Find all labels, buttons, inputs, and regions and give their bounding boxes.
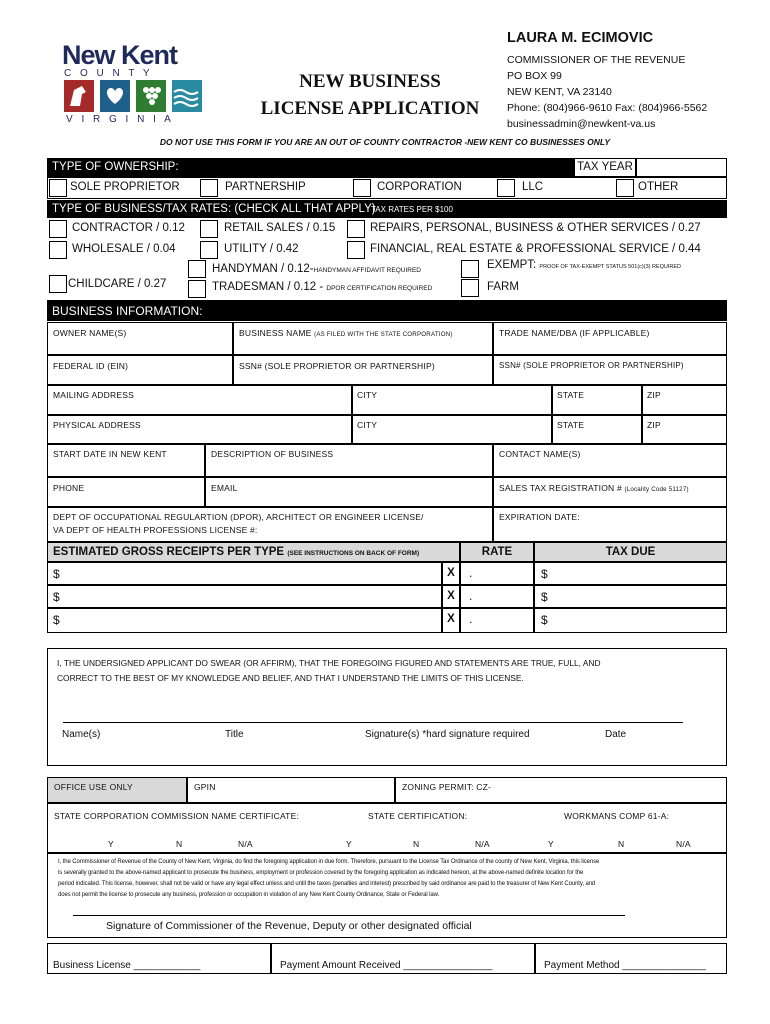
rates-header-bar (47, 200, 727, 218)
field-email[interactable] (205, 477, 493, 507)
business-header-bar (47, 300, 727, 321)
owner-names-label: OWNER NAME(S) (53, 328, 127, 338)
signature-line[interactable] (63, 722, 683, 723)
label-financial: FINANCIAL, REAL ESTATE & PROFESSIONAL SERVICE / 0.44 (370, 243, 701, 255)
dpor-label-line2: VA DEPT OF HEALTH PROFESSIONS LICENSE #: (53, 525, 258, 535)
field-federal-id[interactable] (47, 355, 233, 385)
label-tradesman-note: DPOR CERTIFICATION REQUIRED (326, 285, 433, 292)
official-block (507, 30, 747, 132)
rate-dot: . (469, 612, 473, 626)
checkbox-llc[interactable] (497, 179, 515, 197)
physical-city-label: CITY (357, 420, 378, 430)
tax-year-label: TAX YEAR (574, 158, 636, 177)
field-physical-address[interactable] (47, 415, 352, 444)
logo-emblem-icon (64, 80, 206, 112)
workmans-no[interactable]: N (618, 839, 625, 849)
field-dpor-license[interactable] (47, 507, 493, 542)
receipts-header-taxdue: TAX DUE (534, 542, 727, 562)
field-physical-state[interactable] (552, 415, 642, 444)
affirm-line2: CORRECT TO THE BEST OF MY KNOWLEDGE AND BELIEF, AND THAT I UNDERSTAND THE LIMITS OF THIS LICENSE. (57, 673, 524, 683)
physical-state-label: STATE (557, 420, 585, 430)
zoning-label: ZONING PERMIT: CZ- (402, 782, 492, 792)
times-3: X (442, 608, 460, 633)
affirmation-box (47, 648, 727, 766)
rate-1[interactable] (460, 562, 534, 585)
dollar-sign: $ (53, 590, 60, 604)
state-cert-yes[interactable]: Y (346, 839, 352, 849)
checkbox-exempt[interactable] (461, 260, 479, 278)
label-corporation: CORPORATION (377, 181, 462, 193)
scc-na[interactable]: N/A (238, 839, 253, 849)
office-use-text: OFFICE USE ONLY (54, 782, 133, 792)
rates-header: TYPE OF BUSINESS/TAX RATES: (CHECK ALL THAT APPLY) (52, 203, 376, 215)
footer-payment-text: Payment Amount Received ________________ (280, 960, 493, 971)
trade-name-label: TRADE NAME/DBA (IF APPLICABLE) (499, 328, 650, 338)
label-contractor: CONTRACTOR / 0.12 (72, 222, 185, 234)
affirm-line1: I, THE UNDERSIGNED APPLICANT DO SWEAR (OR AFFIRM), THAT THE FOREGOING FIGURED AND STATEMENTS ARE TRUE, FULL, AND (57, 658, 601, 668)
mailing-address-label: MAILING ADDRESS (53, 390, 134, 400)
business-name-label-text: BUSINESS NAME (239, 328, 312, 338)
label-exempt-text: EXEMPT: (487, 259, 537, 271)
official-email[interactable]: businessadmin@newkent-va.us (507, 118, 656, 130)
zoning-field[interactable] (395, 777, 727, 803)
affirm-title: Title (225, 729, 244, 740)
gross-receipts-1[interactable] (47, 562, 442, 585)
sales-tax-label-note: (Locality Code 51127) (624, 486, 689, 493)
times-1: X (442, 562, 460, 585)
mailing-state-label: STATE (557, 390, 585, 400)
contact-names-label: CONTACT NAME(S) (499, 449, 581, 459)
footer-method-text: Payment Method _______________ (544, 960, 706, 971)
official-phone-fax: Phone: (804)966-9610 Fax: (804)966-5562 (507, 102, 708, 114)
receipts-header-text: ESTIMATED GROSS RECEIPTS PER TYPE (53, 546, 285, 558)
tax-due-3[interactable] (534, 608, 727, 633)
ssn-1-label: SSN# (SOLE PROPRIETOR OR PARTNERSHIP) (239, 361, 435, 371)
scc-no[interactable]: N (176, 839, 183, 849)
workmans-yes[interactable]: Y (548, 839, 554, 849)
affirm-signature: Signature(s) *hard signature required (365, 729, 530, 740)
affirm-date: Date (605, 729, 627, 740)
business-header: BUSINESS INFORMATION: (52, 304, 203, 318)
label-handyman (212, 263, 421, 275)
dpor-label-line1: DEPT OF OCCUPATIONAL REGULARTION (DPOR), ARCHITECT OR ENGINEER LICENSE/ (53, 512, 424, 522)
checkbox-childcare[interactable] (49, 275, 67, 293)
checkbox-sole-proprietor[interactable] (49, 179, 67, 197)
rate-2[interactable] (460, 585, 534, 608)
checkbox-partnership[interactable] (200, 179, 218, 197)
label-farm: FARM (487, 281, 519, 293)
mailing-city-label: CITY (357, 390, 378, 400)
office-use-label (47, 777, 187, 803)
ssn-2-label: SSN# (SOLE PROPRIETOR OR PARTNERSHIP) (499, 361, 684, 370)
business-name-label-note: (AS FILED WITH THE STATE CORPORATION) (314, 331, 453, 338)
receipts-header (53, 546, 419, 558)
federal-id-label: FEDERAL ID (EIN) (53, 361, 129, 371)
ownership-header: TYPE OF OWNERSHIP: (52, 161, 179, 173)
mailing-zip-label: ZIP (647, 390, 661, 400)
field-description[interactable] (205, 444, 493, 477)
description-label: DESCRIPTION OF BUSINESS (211, 449, 334, 459)
field-mailing-state[interactable] (552, 385, 642, 415)
rate-3[interactable] (460, 608, 534, 633)
field-mailing-zip[interactable] (642, 385, 727, 415)
field-sales-tax[interactable] (493, 477, 727, 507)
rate-dot: . (469, 566, 473, 580)
sales-tax-label (499, 483, 689, 493)
dollar-sign: $ (541, 590, 548, 604)
label-wholesale: WHOLESALE / 0.04 (72, 243, 176, 255)
certify-line3: period indicated. This license, however, shall not be valid or have any legal effect unless and until the taxes (penalties and interest) prescribed by said ordinance are paid to the treasurer of New Kent County, and (58, 881, 596, 887)
checkbox-tradesman[interactable] (188, 280, 206, 298)
field-ssn-1[interactable] (233, 355, 493, 385)
tax-due-1[interactable] (534, 562, 727, 585)
email-label: EMAIL (211, 483, 238, 493)
field-ssn-2[interactable] (493, 355, 727, 385)
office-certs-row (47, 803, 727, 853)
label-tradesman (212, 281, 432, 293)
dollar-sign: $ (53, 567, 60, 581)
footer-license[interactable] (47, 943, 271, 974)
county-logo (58, 40, 208, 126)
official-title: COMMISSIONER OF THE REVENUE (507, 54, 686, 66)
start-date-label: START DATE IN NEW KENT (53, 449, 167, 459)
checkbox-farm[interactable] (461, 279, 479, 297)
label-partnership: PARTNERSHIP (225, 181, 306, 193)
form-title (240, 68, 500, 122)
label-llc: LLC (522, 181, 544, 193)
label-repairs: REPAIRS, PERSONAL, BUSINESS & OTHER SERVICES / 0.27 (370, 222, 701, 234)
checkbox-handyman[interactable] (188, 260, 206, 278)
field-business-name[interactable] (233, 322, 493, 355)
sales-tax-label-text: SALES TAX REGISTRATION # (499, 483, 622, 493)
label-exempt (487, 259, 681, 271)
field-mailing-city[interactable] (352, 385, 552, 415)
dollar-sign: $ (53, 613, 60, 627)
checkbox-other[interactable] (616, 179, 634, 197)
commissioner-signature-line[interactable] (73, 915, 625, 916)
gpin-label: GPIN (194, 782, 216, 792)
dollar-sign: $ (541, 613, 548, 627)
certify-line2: is severally granted to the above-named applicant to prosecute the business, employment or profession covered by the foregoing application as indicated hereon, at the above-named definite location for the (58, 870, 584, 876)
label-other: OTHER (638, 181, 679, 193)
checkbox-wholesale[interactable] (49, 241, 67, 259)
field-owner-names[interactable] (47, 322, 233, 355)
gross-receipts-2[interactable] (47, 585, 442, 608)
logo-title: New Kent (62, 40, 178, 70)
state-cert-na[interactable]: N/A (475, 839, 490, 849)
business-name-label (239, 328, 453, 338)
label-handyman-note: HANDYMAN AFFIDAVIT REQUIRED (313, 267, 421, 274)
gross-receipts-3[interactable] (47, 608, 442, 633)
field-physical-zip[interactable] (642, 415, 727, 444)
physical-address-label: PHYSICAL ADDRESS (53, 420, 141, 430)
receipts-header-main (47, 542, 460, 562)
receipts-header-note: (SEE INSTRUCTIONS ON BACK OF FORM) (287, 550, 420, 557)
label-retail: RETAIL SALES / 0.15 (224, 222, 336, 234)
certify-line1: I, the Commissioner of Revenue of the County of New Kent, Virginia, do find the foregoing application in due form. Therefore, pursuant to the License Tax Ordinance of the county of New Kent, Virginia, this license (58, 859, 600, 865)
label-exempt-note: PROOF OF TAX-EXEMPT STATUS 501(c)(3) REQUIRED (539, 264, 682, 270)
commissioner-signature-label: Signature of Commissioner of the Revenue, Deputy or other designated official (106, 920, 472, 932)
state-cert-no[interactable]: N (413, 839, 420, 849)
scc-label: STATE CORPORATION COMMISSION NAME CERTIFICATE: (54, 811, 300, 821)
footer-payment[interactable] (271, 943, 535, 974)
field-trade-name[interactable] (493, 322, 727, 355)
official-address1: PO BOX 99 (507, 70, 562, 82)
field-expiration-date[interactable] (493, 507, 727, 542)
workmans-label: WORKMANS COMP 61-A: (564, 811, 670, 821)
form-title-line1: NEW BUSINESS (299, 71, 441, 92)
checkbox-retail[interactable] (200, 220, 218, 238)
expiration-label: EXPIRATION DATE: (499, 512, 580, 522)
workmans-na[interactable]: N/A (676, 839, 691, 849)
gpin-field[interactable] (187, 777, 395, 803)
label-childcare: CHILDCARE / 0.27 (68, 278, 167, 290)
field-mailing-address[interactable] (47, 385, 352, 415)
warning-text: DO NOT USE THIS FORM IF YOU ARE AN OUT OF COUNTY CONTRACTOR -NEW KENT CO BUSINESSES ONLY (159, 137, 611, 147)
checkbox-financial[interactable] (347, 241, 365, 259)
field-start-date[interactable] (47, 444, 205, 477)
label-utility: UTILITY / 0.42 (224, 243, 299, 255)
rate-dot: . (469, 589, 473, 603)
field-contact-names[interactable] (493, 444, 727, 477)
footer-license-text: Business License ____________ (53, 960, 201, 971)
affirm-names: Name(s) (62, 729, 101, 740)
logo-county: C O U N T Y (64, 68, 153, 79)
tax-year-field[interactable] (636, 158, 727, 177)
checkbox-contractor[interactable] (49, 220, 67, 238)
official-name: LAURA M. ECIMOVIC (507, 30, 654, 46)
checkbox-utility[interactable] (200, 241, 218, 259)
label-tradesman-text: TRADESMAN / 0.12 - (212, 281, 324, 293)
logo-state: V I R G I N I A (66, 114, 174, 125)
field-physical-city[interactable] (352, 415, 552, 444)
state-cert-label: STATE CERTIFICATION: (368, 811, 468, 821)
receipts-header-rate: RATE (460, 542, 534, 562)
form-title-line2: LICENSE APPLICATION (260, 98, 480, 119)
physical-zip-label: ZIP (647, 420, 661, 430)
label-handyman-text: HANDYMAN / 0.12- (212, 263, 314, 275)
checkbox-corporation[interactable] (353, 179, 371, 197)
phone-label: PHONE (53, 483, 85, 493)
checkbox-repairs[interactable] (347, 220, 365, 238)
certify-line4: does not permit the license to prosecute any business, profession or occupation in violation of any New Kent County Ordinance, State or Federal law. (58, 892, 440, 898)
dollar-sign: $ (541, 567, 548, 581)
label-sole-proprietor: SOLE PROPRIETOR (70, 181, 180, 193)
scc-yes[interactable]: Y (108, 839, 114, 849)
official-address2: NEW KENT, VA 23140 (507, 86, 612, 98)
field-phone[interactable] (47, 477, 205, 507)
tax-due-2[interactable] (534, 585, 727, 608)
times-2: X (442, 585, 460, 608)
footer-method[interactable] (535, 943, 727, 974)
commissioner-certification (47, 853, 727, 938)
rates-header-note: TAX RATES PER $100 (371, 205, 453, 214)
